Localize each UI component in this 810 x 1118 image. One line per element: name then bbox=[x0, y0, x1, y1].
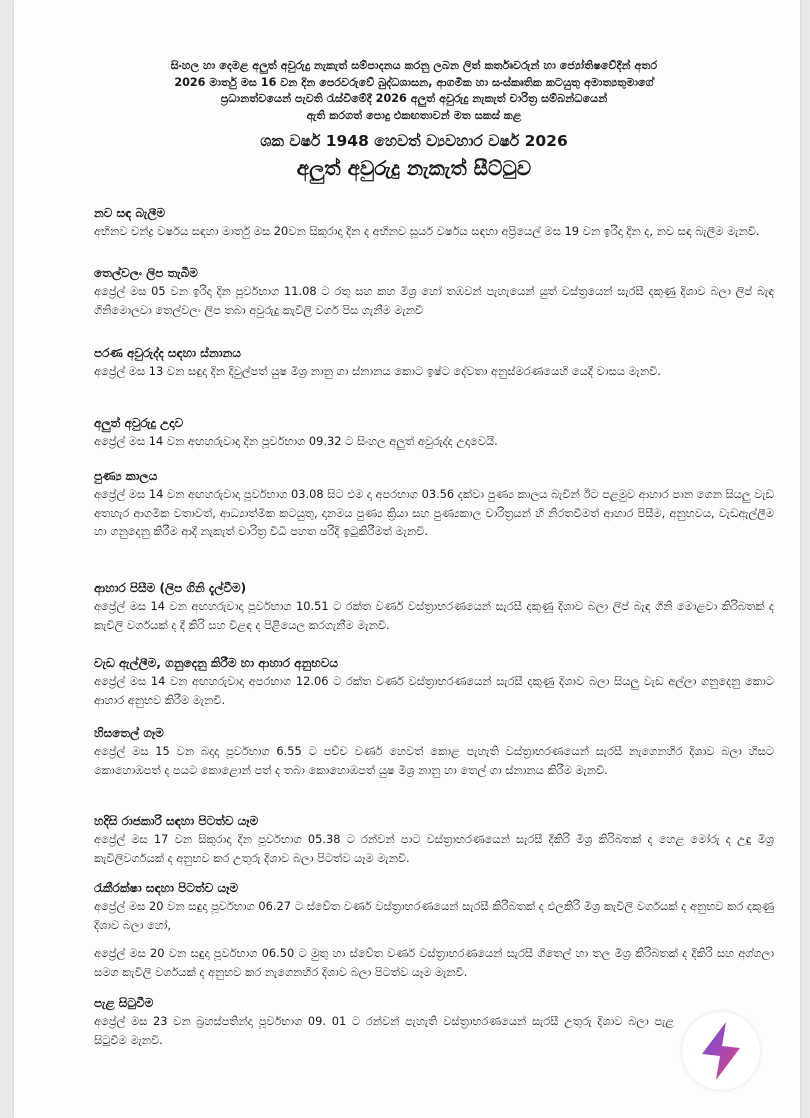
section-auspicious-period bbox=[94, 468, 774, 541]
intro-line: 2026 මාර්තු මස 16 වන දින පෙරවරුවේ බුද්ධශාසන, ආගමික හා සංස්කෘතික කටයුතු අමාත්‍යතුමාගේ bbox=[174, 75, 654, 89]
section-paragraph: අප්‍රේල් මස 20 වන සඳුදා පූර්වභාග 06.50 ට මුතු හා ස්වේත වර්ණ වස්ත්‍රාභරණයෙන් සැරසී ගිතෙල් හා තල මිශ්‍ර කිරිබතක් ද දීකිරි සහ අග්ගලා සමග කැවිලි වර්ගයක් ද අනුභව කර නැගෙනහිර දිශාව බලා පිටත්ව යෑම මැනවි. bbox=[94, 946, 774, 979]
section-new-year-dawn bbox=[94, 415, 774, 451]
intro-line: සිංහල හා දෙමළ අලුත් අවුරුදු නැකැත් සම්පාදනය කරනු ලබන ලිත් කර්තෘවරුන් හා ජ්‍යෝතිෂවේදීන් අතර bbox=[170, 59, 658, 72]
section-paragraph: අප්‍රේල් මස 17 වන සිකුරාදා දින පූර්වභාග 05.38 ට රන්වන් පාට වස්ත්‍රාභරණයෙන් සැරසී දීකිරි මිශ්‍ර කිරිබතක් ද හෙළ මෝරු ද උඳු මිශ්‍ර කැවිලිවර්ගයක් ද අනුභව කර උතුරු දිශාව බලා පිටත්ව යෑම මැනවි. bbox=[94, 832, 774, 865]
section-cooking bbox=[94, 580, 774, 634]
page-title: අලුත් අවුරුදු නැකැත් සීට්ටුව bbox=[296, 156, 532, 180]
intro-line: ප්‍රධානත්වයෙන් පැවති රැස්වීමේදී 2026 අලුත් අවුරුදු නැකැත් චාරිත්‍ර සම්බන්ධයෙන් bbox=[220, 92, 608, 105]
section-heading: නව සඳ බැලීම bbox=[94, 206, 166, 220]
section-paragraph: අප්‍රේල් මස 14 වන අඟහරුවාදා පූර්වභාග 03.08 සිට එම දා අපරභාග 03.56 දක්වා පුණ්‍ය කාලය බැවින් ඊට පළමුව ආහාර පාන ගෙන සියලු වැඩ අතහැර ආගමික වතාවත්, ආධ්‍යාත්මික කටයුතු, දානමය පුණ්‍ය ක්‍රියා සහ පුණ්‍යකාල චාරිත්‍රයන් හි නිරතවීමත් ආහාර පිසීම, අනුභවය, වැඩඇල්ලීම හා ගනුදෙනු කිරීම ආදී නැකැත් චාරිත්‍ර විධි පහත පරිදි ඉටුකිරීමත් මැනවි. bbox=[94, 487, 774, 539]
section-heading: වැඩ ඇල්ලීම, ගනුදෙනු කිරීම හා ආහාර අනුභවය bbox=[94, 656, 338, 670]
section-head-oil bbox=[94, 725, 774, 779]
section-work-and-meal bbox=[94, 655, 774, 709]
section-paragraph: අප්‍රේල් මස 15 වන බදාදා පූර්වභාග 6.55 ට පච්ච වර්ණ හෙවත් කොළ පැහැති වස්ත්‍රාභරණයෙන් සැරසී නැගෙනහිර දිශාව බලා හිසට කොහොඹපත් ද පයට කොළොන් පත් ද තබා කොහොඹපත් යුෂ මිශ්‍ර නානු හා තෙල් ගා ස්නානය කිරීම මැනවි. bbox=[94, 744, 774, 777]
section-paragraph: අප්‍රේල් මස 05 වන ඉරිදා දින පූර්වභාග 11.08 ට රතු සහ කහ මිශ්‍ර හෝ තඹවන් පැහැයෙන් යුත් වස්ත්‍රයෙන් සැරසී දකුණු දිශාව බලා ලිප් බැඳ ගිනිමොලවා තෙල්වලං ලිප තබා අවුරුදු කැවිලි වර්ග පිස ගැනීම මැනවි bbox=[94, 284, 774, 317]
section-paragraph: අප්‍රේල් මස 20 වන සඳුදා පූර්වභාග 06.27 ට ස්වේත වර්ණ වස්ත්‍රාභරණයෙන් සැරසී කිරිබතක් ද එලකිරි මිශ්‍ර කැවිලි වර්ගයක් ද අනුභව කර දකුණු දිශාව බලා හෝ, bbox=[94, 899, 774, 932]
section-urgent-duty bbox=[94, 813, 774, 867]
page-subtitle: ශක වර්ෂ 1948 හෙවත් ව්‍යවහාර වර්ෂ 2026 bbox=[260, 132, 568, 150]
section-paragraph: අප්‍රේල් මස 13 වන සඳුදා දින දිවුල්පත් යුෂ මිශ්‍ර නානු ගා ස්නානය කොට ඉෂ්ට දේවතා අනුස්මරණයෙහි යෙදී වාසය මැනවි. bbox=[94, 364, 661, 378]
intro-block bbox=[84, 58, 744, 124]
document-page bbox=[14, 0, 800, 1118]
section-heading: ආහාර පිසීම (ලිප ගිනි දැල්වීම) bbox=[94, 581, 247, 595]
section-heading: පරණ අවුරුද්ද සඳහා ස්නානය bbox=[94, 346, 241, 360]
section-old-year-bath bbox=[94, 345, 774, 381]
section-heading: රැකීරක්ෂා සඳහා පිටත්ව යෑම bbox=[94, 881, 239, 895]
section-heading: තෙල්වලං ලිප තැබීම bbox=[94, 266, 198, 280]
sparkle-logo-icon bbox=[682, 1012, 760, 1090]
section-paragraph: අප්‍රේල් මස 14 වන අඟහරුවාදා අපරභාග 12.06 ට රක්ත වර්ණ වස්ත්‍රාභරණයෙන් සැරසී දකුණු දිශාව බලා සියලු වැඩ අල්ලා ගනුදෙනු කොට ආහාර අනුභව කිරීම මැනවි. bbox=[94, 674, 774, 707]
section-heading: පුණ්‍ය කාලය bbox=[94, 469, 158, 483]
section-heading: අලුත් අවුරුදු උදාව bbox=[94, 416, 184, 430]
section-new-moon bbox=[94, 205, 774, 241]
section-heading: හදිසි රාජකාරි සඳහා පිටත්ව යෑම bbox=[94, 814, 259, 828]
section-paragraph: අප්‍රේල් මස 23 වන බ්‍රහස්පතින්දා පූර්වභාග 09. 01 ට රන්වන් පැහැති වස්ත්‍රාභරණයෙන් සැරසී උතුරු දිශාව බලා පැළ සිටුවීම මැනවි. bbox=[94, 1014, 674, 1047]
section-employment bbox=[94, 880, 774, 981]
section-paragraph: අප්‍රේල් මස 14 වන අඟහරුවාදා දින පූර්වභාග 09.32 ට සිංහල අලුත් අවුරුද්ද උදාවෙයි. bbox=[94, 434, 498, 448]
section-heading: පැළ සිටුවීම bbox=[94, 996, 154, 1010]
section-planting bbox=[94, 995, 674, 1049]
section-paragraph: අප්‍රේල් මස 14 වන අඟහරුවාදා පූර්වභාග 10.51 ට රක්ත වර්ණ වස්ත්‍රාභරණයෙන් සැරසී දකුණු දිශාව බලා ලිප් බැඳ ගිනි මොළවා කිරිබතක් ද කැවිලි වර්ගයක් ද දී කිරි සහ විළඳ ද පිළියෙල කරගැනීම මැනවි. bbox=[94, 599, 774, 632]
intro-line: ඇති කරගත් පොදු එකඟතාවන් මත සකස් කළ bbox=[306, 108, 522, 122]
watermark-badge bbox=[682, 1012, 760, 1090]
section-paragraph: අභිනව චන්ද්‍ර වර්ෂය සඳහා මාර්තු මස 20වන සිකුරාදා දින ද අභිනව සූර්ය වර්ෂය සඳහා අප්‍රියෙල් මස 19 වන ඉරිදා දින ද, නව සඳ බැලීම මැනවි. bbox=[94, 224, 760, 238]
section-oil-hearth bbox=[94, 265, 774, 319]
section-heading: හිසතෙල් ගෑම bbox=[94, 726, 164, 740]
